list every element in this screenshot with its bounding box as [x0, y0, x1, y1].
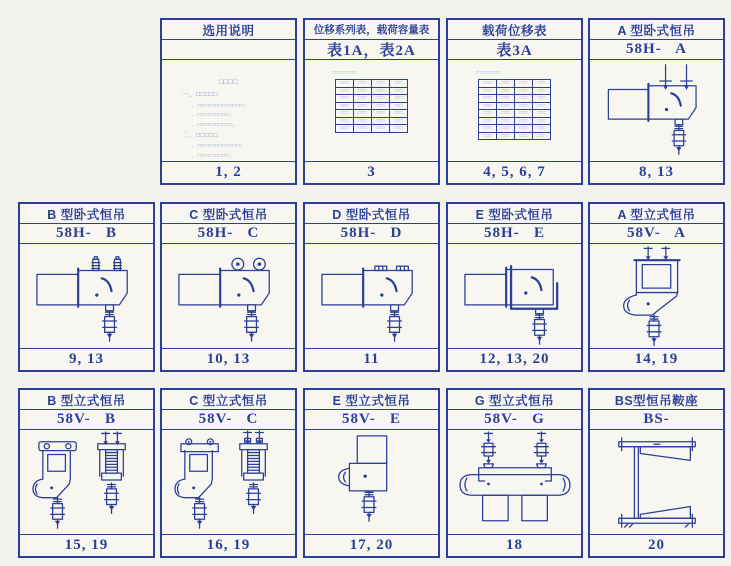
- cell-selection-notes: [160, 18, 297, 185]
- fine-print-line: 、□□□□□□□□□□。: [192, 121, 239, 128]
- mini-table: [335, 79, 408, 133]
- cell-page-numbers: 14, 19: [590, 348, 723, 370]
- cell-type-e-horizontal-hanger: [446, 202, 583, 372]
- mini-table-cell: □□□: [515, 110, 533, 118]
- cell-figure: [20, 244, 153, 348]
- fine-print-line: 、□□□□□□□□□；: [192, 152, 235, 159]
- mini-table-cell: □□□: [372, 95, 390, 103]
- mini-table-cell: □□□: [515, 102, 533, 110]
- mini-table-cell: □□□: [354, 102, 372, 110]
- cell-figure: [448, 430, 581, 534]
- cell-title: 位移系列表，载荷容量表: [305, 20, 438, 40]
- mini-table-cell: □□□: [372, 102, 390, 110]
- cell-page-numbers: 8, 13: [590, 161, 723, 183]
- cell-model-code: 58H- C: [162, 224, 295, 244]
- mini-table-figure: [448, 66, 581, 140]
- cell-figure: [448, 60, 581, 161]
- mini-table-cell: □□□: [533, 95, 551, 103]
- cell-page-numbers: 17, 20: [305, 534, 438, 556]
- cell-page-numbers: 20: [590, 534, 723, 556]
- mini-table-cell: □□□: [479, 110, 497, 118]
- cell-page-numbers: 11: [305, 348, 438, 370]
- mini-table-cell: □□□: [497, 87, 515, 95]
- cell-model-code: 58V- A: [590, 224, 723, 244]
- cell-title: B 型立式恒吊: [20, 390, 153, 410]
- cell-figure: [162, 244, 295, 348]
- mini-table-cell: □□□: [479, 87, 497, 95]
- cell-type-e-vertical-hanger: [303, 388, 440, 558]
- mini-table-cell: □□□: [390, 95, 408, 103]
- bs-hanger-saddle-diagram: [590, 430, 723, 534]
- cell-model-code: 58V- E: [305, 410, 438, 430]
- mini-table-cell: □□□: [372, 117, 390, 125]
- cell-page-numbers: 4, 5, 6, 7: [448, 161, 581, 183]
- cell-figure: [305, 244, 438, 348]
- mini-table-cell: □□□: [372, 125, 390, 133]
- mini-table-cell: □□□: [354, 87, 372, 95]
- mini-table-cell: □□□: [479, 95, 497, 103]
- mini-table-cell: □□□: [336, 87, 354, 95]
- cell-title: C 型卧式恒吊: [162, 204, 295, 224]
- cell-figure: [20, 430, 153, 534]
- mini-table-cell: □□□: [354, 125, 372, 133]
- cell-title: BS型恒吊鞍座: [590, 390, 723, 410]
- fine-print-line: 、□□□□□□□□□□□□；: [192, 143, 246, 150]
- mini-table-cell: □□□: [390, 87, 408, 95]
- type-d-horizontal-hanger-diagram: [305, 244, 438, 348]
- cell-title: 选用说明: [162, 20, 295, 40]
- mini-table-cell: □□□: [354, 80, 372, 88]
- cell-page-numbers: 12, 13, 20: [448, 348, 581, 370]
- cell-title: B 型卧式恒吊: [20, 204, 153, 224]
- cell-figure: [590, 244, 723, 348]
- cell-type-a-vertical-hanger: [588, 202, 725, 372]
- cell-type-d-horizontal-hanger: [303, 202, 440, 372]
- mini-table-cell: □□□: [372, 110, 390, 118]
- type-a-horizontal-hanger-diagram: [590, 60, 723, 161]
- mini-table-cell: □□□: [336, 110, 354, 118]
- mini-table-cell: □□□: [533, 125, 551, 133]
- mini-table-cell: □□□: [479, 102, 497, 110]
- mini-table-cell: □□□: [479, 132, 497, 140]
- cell-title: A 型立式恒吊: [590, 204, 723, 224]
- type-a-vertical-hanger-diagram: [590, 244, 723, 348]
- mini-table-cell: □□□: [533, 117, 551, 125]
- cell-figure: [590, 430, 723, 534]
- cell-type-a-horizontal-hanger: [588, 18, 725, 185]
- mini-table-cell: □□□: [390, 125, 408, 133]
- cell-page-numbers: 16, 19: [162, 534, 295, 556]
- mini-table-cell: □□□: [497, 125, 515, 133]
- mini-table-cell: □□□: [515, 87, 533, 95]
- type-b-horizontal-hanger-diagram: [20, 244, 153, 348]
- cell-model-code: 表1A，表2A: [305, 40, 438, 60]
- mini-table-cell: □□□: [336, 117, 354, 125]
- cell-page-numbers: 15, 19: [20, 534, 153, 556]
- cell-model-code: 58H- D: [305, 224, 438, 244]
- cell-load-displacement-table: [446, 18, 583, 185]
- mini-table-cell: □□□: [497, 132, 515, 140]
- fine-print-line: □□□□: [219, 79, 238, 86]
- cell-figure: [305, 60, 438, 161]
- fine-print-line: 一、□□□□□: [182, 91, 219, 99]
- cell-title: D 型卧式恒吊: [305, 204, 438, 224]
- cell-model-code: [162, 40, 295, 60]
- mini-table-cell: □□□: [497, 110, 515, 118]
- mini-table-cell: □□□: [479, 125, 497, 133]
- fine-print-placeholder: [162, 76, 295, 161]
- cell-displacement-series-load-capacity-table: [303, 18, 440, 185]
- cell-title: G 型立式恒吊: [448, 390, 581, 410]
- type-g-vertical-hanger-diagram: [448, 430, 581, 534]
- mini-table-caption: □□□□□□: [476, 70, 501, 76]
- cell-title: E 型立式恒吊: [305, 390, 438, 410]
- mini-table-cell: □□□: [390, 110, 408, 118]
- mini-table-cell: □□□: [336, 80, 354, 88]
- mini-table-caption: □□□□□□: [333, 70, 358, 76]
- mini-table-cell: □□□: [533, 87, 551, 95]
- mini-table-cell: □□□: [515, 95, 533, 103]
- mini-table-cell: □□□: [479, 117, 497, 125]
- mini-table-cell: □□□: [336, 95, 354, 103]
- type-c-horizontal-hanger-diagram: [162, 244, 295, 348]
- mini-table-cell: □□□: [390, 102, 408, 110]
- cell-page-numbers: 9, 13: [20, 348, 153, 370]
- cell-figure: [590, 60, 723, 161]
- mini-table-cell: □□□: [390, 80, 408, 88]
- mini-table-cell: □□□: [533, 132, 551, 140]
- mini-table-cell: □□□: [497, 80, 515, 88]
- cell-figure: [162, 60, 295, 161]
- mini-table-cell: □□□: [336, 102, 354, 110]
- cell-type-g-vertical-hanger: [446, 388, 583, 558]
- cell-model-code: 58H- A: [590, 40, 723, 60]
- mini-table-cell: □□□: [533, 80, 551, 88]
- cell-figure: [305, 430, 438, 534]
- cell-title: C 型立式恒吊: [162, 390, 295, 410]
- cell-type-b-horizontal-hanger: [18, 202, 155, 372]
- cell-model-code: 58V- B: [20, 410, 153, 430]
- mini-table: [478, 79, 551, 140]
- cell-page-numbers: 18: [448, 534, 581, 556]
- cell-type-c-horizontal-hanger: [160, 202, 297, 372]
- cell-model-code: 58V- C: [162, 410, 295, 430]
- cell-type-c-vertical-hanger: [160, 388, 297, 558]
- mini-table-cell: □□□: [497, 102, 515, 110]
- fine-print-line: 、□□□□□□□□□；: [192, 112, 235, 119]
- type-b-vertical-hanger-diagram: [20, 430, 153, 534]
- cell-title: 载荷位移表: [448, 20, 581, 40]
- mini-table-cell: □□□: [354, 95, 372, 103]
- cell-bs-hanger-saddle: [588, 388, 725, 558]
- cell-page-numbers: 3: [305, 161, 438, 183]
- mini-table-cell: □□□: [515, 117, 533, 125]
- mini-table-cell: □□□: [336, 125, 354, 133]
- mini-table-cell: □□□: [354, 110, 372, 118]
- mini-table-cell: □□□: [479, 80, 497, 88]
- mini-table-cell: □□□: [497, 95, 515, 103]
- cell-page-numbers: 1, 2: [162, 161, 295, 183]
- mini-table-cell: □□□: [390, 117, 408, 125]
- type-c-vertical-hanger-diagram: [162, 430, 295, 534]
- mini-table-cell: □□□: [533, 110, 551, 118]
- mini-table-figure: [305, 66, 438, 133]
- cell-figure: [448, 244, 581, 348]
- type-e-vertical-hanger-diagram: [305, 430, 438, 534]
- mini-table-cell: □□□: [515, 80, 533, 88]
- type-e-horizontal-hanger-diagram: [448, 244, 581, 348]
- mini-table-cell: □□□: [354, 117, 372, 125]
- mini-table-cell: □□□: [497, 117, 515, 125]
- cell-model-code: 表3A: [448, 40, 581, 60]
- fine-print-line: 、□□□□□□□□□□□□□；: [192, 102, 249, 109]
- cell-title: E 型卧式恒吊: [448, 204, 581, 224]
- cell-type-b-vertical-hanger: [18, 388, 155, 558]
- mini-table-cell: □□□: [515, 125, 533, 133]
- cell-figure: [162, 430, 295, 534]
- cell-title: A 型卧式恒吊: [590, 20, 723, 40]
- cell-model-code: 58H- B: [20, 224, 153, 244]
- mini-table-cell: □□□: [372, 80, 390, 88]
- mini-table-cell: □□□: [515, 132, 533, 140]
- fine-print-line: 二、□□□□□: [182, 132, 219, 140]
- mini-table-cell: □□□: [533, 102, 551, 110]
- cell-model-code: 58V- G: [448, 410, 581, 430]
- cell-page-numbers: 10, 13: [162, 348, 295, 370]
- mini-table-cell: □□□: [372, 87, 390, 95]
- cell-model-code: 58H- E: [448, 224, 581, 244]
- cell-model-code: BS-: [590, 410, 723, 430]
